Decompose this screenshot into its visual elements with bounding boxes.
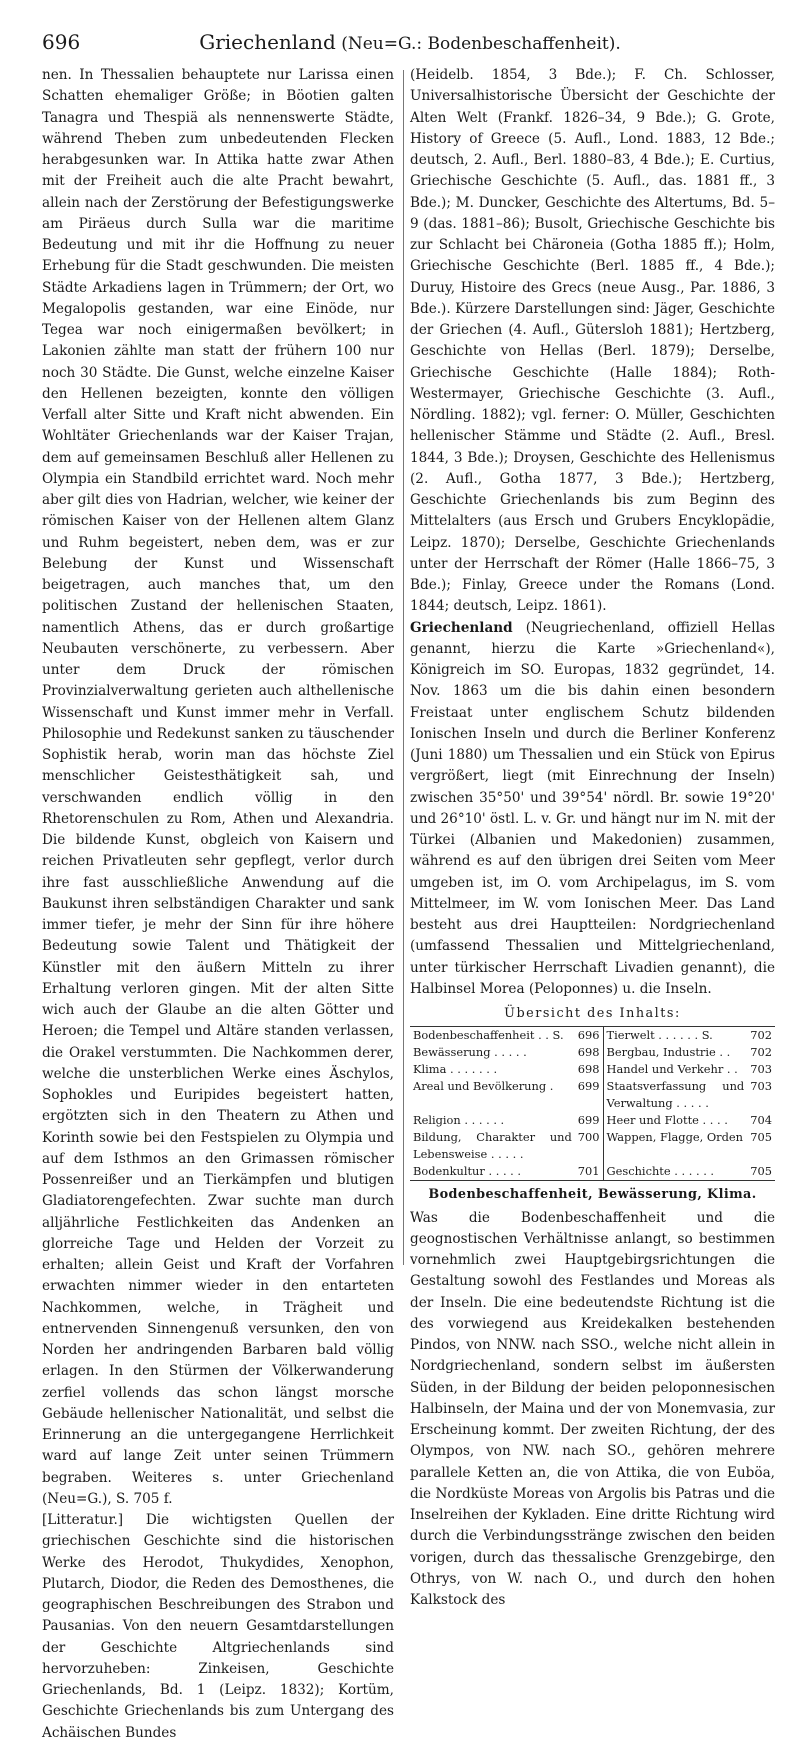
toc-row <box>410 1027 775 1045</box>
toc-entry-page: 699 <box>577 1079 600 1094</box>
toc-entry-label: Bodenkultur . . . . . <box>413 1164 522 1179</box>
toc-row <box>410 1078 775 1112</box>
toc-entry-page: 703 <box>750 1062 772 1077</box>
toc-entry-label: Staatsverfassung und Verwaltung . . . . . <box>603 1078 747 1112</box>
toc-row <box>410 1044 775 1061</box>
toc-entry-label: Handel und Verkehr . . <box>603 1061 747 1078</box>
toc-entry-page: 696 <box>577 1028 600 1043</box>
toc-row <box>410 1061 775 1078</box>
page-header <box>42 16 778 56</box>
running-title <box>42 30 778 54</box>
toc-entry-label: Klima . . . . . . . <box>413 1062 498 1077</box>
toc-table <box>410 1026 775 1181</box>
running-title-sub: (Neu=G.: Bodenbeschaffenheit). <box>341 34 621 54</box>
toc-entry-label: Religion . . . . . . <box>413 1113 505 1128</box>
toc-entry-label: Bildung, Charakter und Lebensweise . . . . . <box>413 1130 572 1162</box>
toc-entry-page: 702 <box>750 1028 772 1043</box>
toc-entry-page: 705 <box>750 1130 772 1145</box>
paragraph: (Heidelb. 1854, 3 Bde.); F. Ch. Schlosser, Universalhistorische Übersicht der Geschichte der Alten Welt (Frankf. 1826–34, 9 Bde.); G. Grote, History of Greece (5. Aufl., Lond. 1883, 12 Bde.; deutsch, 2. Aufl., Berl. 1880–83, 4 Bde.); E. Curtius, Griechische Geschichte (5. Aufl., das. 1881 ff., 3 Bde.); M. Duncker, Geschichte des Altertums, Bd. 5–9 (das. 1881–86); Busolt, Griechische Geschichte bis zur Schlacht bei Chäroneia (Gotha 1885 ff.); Holm, Griechische Geschichte (Berl. 1885 ff., 4 Bde.); Duruy, Histoire des Grecs (neue Ausg., Par. 1886, 3 Bde.). Kürzere Darstellungen sind: Jäger, Geschichte der Griechen (4. Aufl., Gütersloh 1881); Hertzberg, Geschichte von Hellas (Berl. 1879); Derselbe, Griechische Geschichte (Halle 1884); Roth-Westermayer, Griechische Geschichte (3. Aufl., Nördling. 1882); vgl. ferner: O. Müller, Geschichten hellenischer Stämme und Städte (2. Aufl., Bresl. 1844, 3 Bde.); Droysen, Geschichte des Hellenismus (2. Aufl., Gotha 1877, 3 Bde.); Hertzberg, Geschichte Griechenlands bis zum Beginn des Mittelalters (aus Ersch und Grubers Encyklopädie, Leipz. 1870); Derselbe, Geschichte Griechenlands unter der Herrschaft der Römer (Halle 1866–75, 3 Bde.); Finlay, Greece under the Romans (Lond. 1844; deutsch, Leipz. 1861). <box>410 67 775 615</box>
section-label: [Litteratur.] <box>42 1512 124 1528</box>
toc-row <box>410 1163 775 1181</box>
paragraph-text: (Neugriechenland, offiziell Hellas genannt, hierzu die Karte »Griechenland«), Königreich im SO. Europas, 1832 gegründet, 14. Nov. 1863 um die bis dahin einen besondern Freistaat unter englischem Schutz bildenden Ionischen Inseln und durch die Berliner Konferenz (Juni 1880) um Thessalien und ein Stück von Epirus vergrößert, liegt (mit Einrechnung der Inseln) zwischen 35°50' und 39°54' nördl. Br. sowie 19°20' und 26°10' östl. L. v. Gr. und hängt nur im N. mit der Türkei (Albanien und Makedonien) zusammen, während es auf den übrigen drei Seiten vom Meer umgeben ist, im O. vom Archipelagus, im S. vom Mittelmeer, im W. vom Ionischen Meer. Das Land besteht aus drei Hauptteilen: Nordgriechenland (umfassend Thessalien und Mittelgriechenland, unter türkischer Herrschaft Livadien genannt), die Halbinsel Morea (Peloponnes) u. die Inseln. <box>410 619 775 997</box>
toc-entry-page: 698 <box>577 1045 600 1060</box>
toc-entry-page: 702 <box>750 1045 772 1060</box>
right-column <box>410 65 775 1611</box>
toc-entry-label: Heer und Flotte . . . . <box>603 1112 747 1129</box>
paragraph <box>42 1510 394 1744</box>
toc-entry-label: Tierwelt . . . . . . S. <box>603 1027 747 1045</box>
toc-entry-page: 700 <box>577 1130 600 1145</box>
section-heading: Bodenbeschaffenheit, Bewässerung, Klima. <box>428 1187 757 1203</box>
left-column <box>42 65 394 1744</box>
toc-entry-page: 699 <box>577 1113 600 1128</box>
toc-row <box>410 1112 775 1129</box>
toc-entry-page: 704 <box>750 1113 772 1128</box>
toc-entry-page: 698 <box>577 1062 600 1077</box>
toc-entry-label: Bodenbeschaffenheit . . S. <box>413 1028 564 1043</box>
article-lemma: Griechenland <box>410 619 513 636</box>
paragraph: Was die Bodenbeschaffenheit und die geognostischen Verhältnisse anlangt, so bestimmen vornehmlich zwei Hauptgebirgsrichtungen die Gestaltung sowohl des Festlandes und Moreas als der Inseln. Die eine bedeutendste Richtung ist die des vorwiegend aus Kreidekalken bestehenden Pindos, von NNW. nach SSO., welche nicht allein in Nordgriechenland, sondern selbst im äußersten Süden, in der Bildung der beiden peloponnesischen Halbinseln, der Maina und der von Monemvasia, zur Erscheinung kommt. Der zweiten Richtung, der des Olympos, von NW. nach SO., gehören mehrere parallele Ketten an, die von Attika, die von Euböa, die Nordküste Moreas von Argolis bis Patras und die Inselreihen der Kykladen. Eine dritte Richtung wird durch die Verbindungsstränge zwischen den beiden vorigen, durch das thessalische Grenzgebirge, den Othrys, von W. nach O., und durch den hohen Kalkstock des <box>410 1209 775 1608</box>
column-divider <box>403 70 404 1265</box>
toc-entry-label: Bewässerung . . . . . <box>413 1045 527 1060</box>
toc-entry-page: 705 <box>750 1164 772 1179</box>
paragraph: nen. In Thessalien behauptete nur Larissa einen Schatten ehemaliger Größe; in Böotien galten Tanagra und Thespiä als nennenswerte Städte, während Theben zum unbedeutenden Flecken herabgesunken war. In Attika hatte zwar Athen mit der Freiheit auch die alte Pracht bewahrt, allein nach der Zerstörung der Befestigungswerke am Piräeus durch Sulla war die maritime Bedeutung und mit ihr die Hoffnung zu neuer Erhebung für die Stadt geschwunden. Die meisten Städte Arkadiens lagen in Trümmern; der Ort, wo Megalopolis gestanden, war eine Einöde, nur Tegea war noch einigermaßen bevölkert; in Lakonien zählte man statt der frühern 100 nur noch 30 Städte. Die Gunst, welche einzelne Kaiser den Hellenen bezeigten, konnte den völligen Verfall alter Sitte und Kraft nicht abwenden. Ein Wohltäter Griechenlands war der Kaiser Trajan, dem auf gemeinsamen Beschluß aller Hellenen zu Olympia ein Standbild errichtet ward. Noch mehr aber gilt dies von Hadrian, welcher, wie keiner der römischen Kaiser von der Hellenen altem Glanz und Ruhm begeistert, neben dem, was er zur Belebung der Kunst und Wissenschaft beigetragen, auch manches that, um den politischen Zustand der hellenischen Staaten, namentlich Athens, das er durch großartige Neubauten verschönerte, zu verbessern. Aber unter dem Druck der römischen Provinzialverwaltung gerieten auch althellenische Wissenschaft und Kunst immer mehr in Verfall. Philosophie und Redekunst sanken zu täuschender Sophistik herab, worin man das höchste Ziel menschlicher Geistesthätigkeit sah, und verschwanden endlich völlig in den Rhetorenschulen zu Rom, Athen und Alexandria. Die bildende Kunst, obgleich von Kaisern und reichen Privatleuten sehr gepflegt, verlor durch ihre fast ausschließliche Anwendung auf die Baukunst ihren selbständigen Charakter und sank immer tiefer, je mehr der Sinn für ihre höhere Bedeutung sowie Talent und Thätigkeit der Künstler mit den äußern Mitteln zu ihrer Erhaltung verloren gingen. Mit der alten Sitte wich auch der Glaube an die alten Götter und Heroen; die Tempel und Altäre standen verlassen, die Orakel verstummten. Die Nachkommen derer, welche die unsterblichen Werke eines Äschylos, Sophokles und Euripides begeistert hatten, ergötzten sich in den Theatern zu Athen und Korinth sowie bei den Festspielen zu Olympia und auf dem Isthmos an den Grimassen römischer Possenreißer und an Tierkämpfen und blutigen Gladiatorengefechten. Zwar suchte man durch alljährliche Festlichkeiten das Andenken an glorreiche Tage und Helden der Vorzeit zu erhalten; allein Geist und Kraft der Vorfahren erwachten nimmer wieder in den entarteten Nachkommen, welche, in Trägheit und entnervenden Sinnengenuß versunken, den von Norden her andringenden Barbaren bald völlig erlagen. In den Stürmen der Völkerwanderung zerfiel vollends das schon längst morsche Gebäude hellenischer Nationalität, und selbst die Erinnerung an die untergegangene Herrlichkeit ward auf lange Zeit unter seinen Trümmern begraben. Weiteres s. unter Griechenland (Neu=G.), S. 705 f. <box>42 67 394 1507</box>
toc-entry-label: Bergbau, Industrie . . <box>603 1044 747 1061</box>
toc-entry-label: Geschichte . . . . . . <box>603 1163 747 1181</box>
toc-entry-page: 701 <box>577 1164 600 1179</box>
paragraph <box>410 618 775 1001</box>
toc-title: Übersicht des Inhalts: <box>504 1006 681 1021</box>
page-number: 696 <box>42 30 81 54</box>
toc-entry-label: Wappen, Flagge, Orden <box>603 1129 747 1163</box>
paragraph-text: Die wichtigsten Quellen der griechischen Geschichte sind die historischen Werke des Herodot, Thukydides, Xenophon, Plutarch, Diodor, die Reden des Demosthenes, die geographischen Beschreibungen des Strabon und Pausanias. Von den neuern Gesamtdarstellungen der Geschichte Altgriechenlands sind hervorzuheben: Zinkeisen, Geschichte Griechenlands, Bd. 1 (Leipz. 1832); Kortüm, Geschichte Griechenlands bis zum Untergang des Achäischen Bundes <box>42 1512 394 1741</box>
toc-entry-page: 703 <box>750 1079 772 1094</box>
toc-entry-label: Areal und Bevölkerung . <box>413 1079 554 1094</box>
running-title-main: Griechenland <box>199 30 336 54</box>
toc-row <box>410 1129 775 1163</box>
